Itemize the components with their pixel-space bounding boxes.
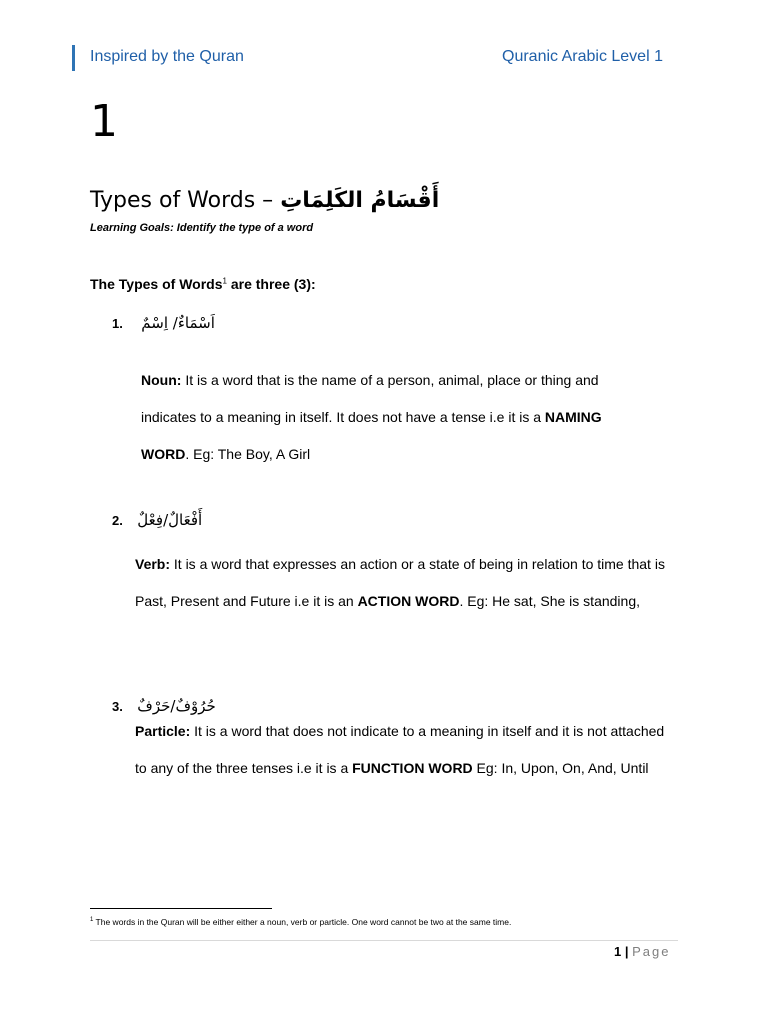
page-number [614, 944, 670, 959]
item-term: Particle: [135, 723, 191, 739]
item-arabic-term: اَسْمَاءٌ/ اِسْمٌ [141, 314, 215, 332]
title-english: Types of Words – [90, 188, 274, 213]
item-emphasis: ACTION WORD [357, 593, 460, 609]
page-title [90, 188, 439, 213]
types-heading-text: The Types of Words [90, 276, 223, 292]
item-number: 3. [112, 699, 123, 714]
title-arabic: أَقْسَامُ الكَلِمَاتِ [280, 188, 440, 213]
item-text-end: . Eg: The Boy, A Girl [185, 446, 311, 462]
item-emphasis: FUNCTION WORD [352, 760, 473, 776]
item-text-end: Eg: In, Upon, On, And, Until [472, 760, 649, 776]
list-item-2-label [112, 511, 202, 530]
item-arabic-term: حُرُوْفٌ/حَرْفٌ [137, 697, 216, 715]
footnote-marker: 1 [90, 917, 94, 924]
footnote [90, 917, 511, 927]
types-heading-suffix: are three (3): [226, 276, 316, 292]
list-item-1-label [112, 314, 215, 333]
item-text: It is a word that is the name of a person, animal, place or thing and indicates to a meaning in itself. It does not have a tense i.e it is a [141, 372, 599, 425]
footnote-divider [90, 908, 272, 909]
page-number-value: 1 [614, 944, 622, 959]
learning-goal: Learning Goals: Identify the type of a word [90, 222, 314, 234]
list-item-2-definition [135, 546, 665, 620]
item-arabic-term: أَفْعَالٌ/فِعْلٌ [137, 511, 203, 529]
chapter-number: 1 [90, 96, 118, 147]
item-number: 2. [112, 513, 123, 528]
header-accent-bar [72, 45, 75, 71]
header-left-title: Inspired by the Quran [90, 48, 244, 65]
item-text-end: . Eg: He sat, She is standing, [459, 593, 640, 609]
page-number-separator: | [621, 944, 633, 959]
page-label: Page [632, 944, 671, 959]
item-emphasis: NAMING WORD [141, 409, 602, 462]
footnote-ref: 1 [222, 276, 227, 286]
item-text: It is a word that expresses an action or a state of being in relation to time that is Past, Present and Future i.e it is an [135, 556, 665, 609]
list-item-3-definition [135, 713, 665, 787]
item-term: Noun: [141, 372, 182, 388]
types-heading [90, 276, 316, 292]
item-number: 1. [112, 316, 123, 331]
item-term: Verb: [135, 556, 171, 572]
item-text: It is a word that does not indicate to a meaning in itself and it is not attached to any of the three tenses i.e it is a [135, 723, 665, 776]
header-right-title: Quranic Arabic Level 1 [502, 48, 663, 65]
footnote-text: The words in the Quran will be either either a noun, verb or particle. One word cannot be two at the same time. [93, 917, 512, 927]
footer-divider [90, 940, 678, 941]
list-item-1-definition [141, 362, 641, 473]
